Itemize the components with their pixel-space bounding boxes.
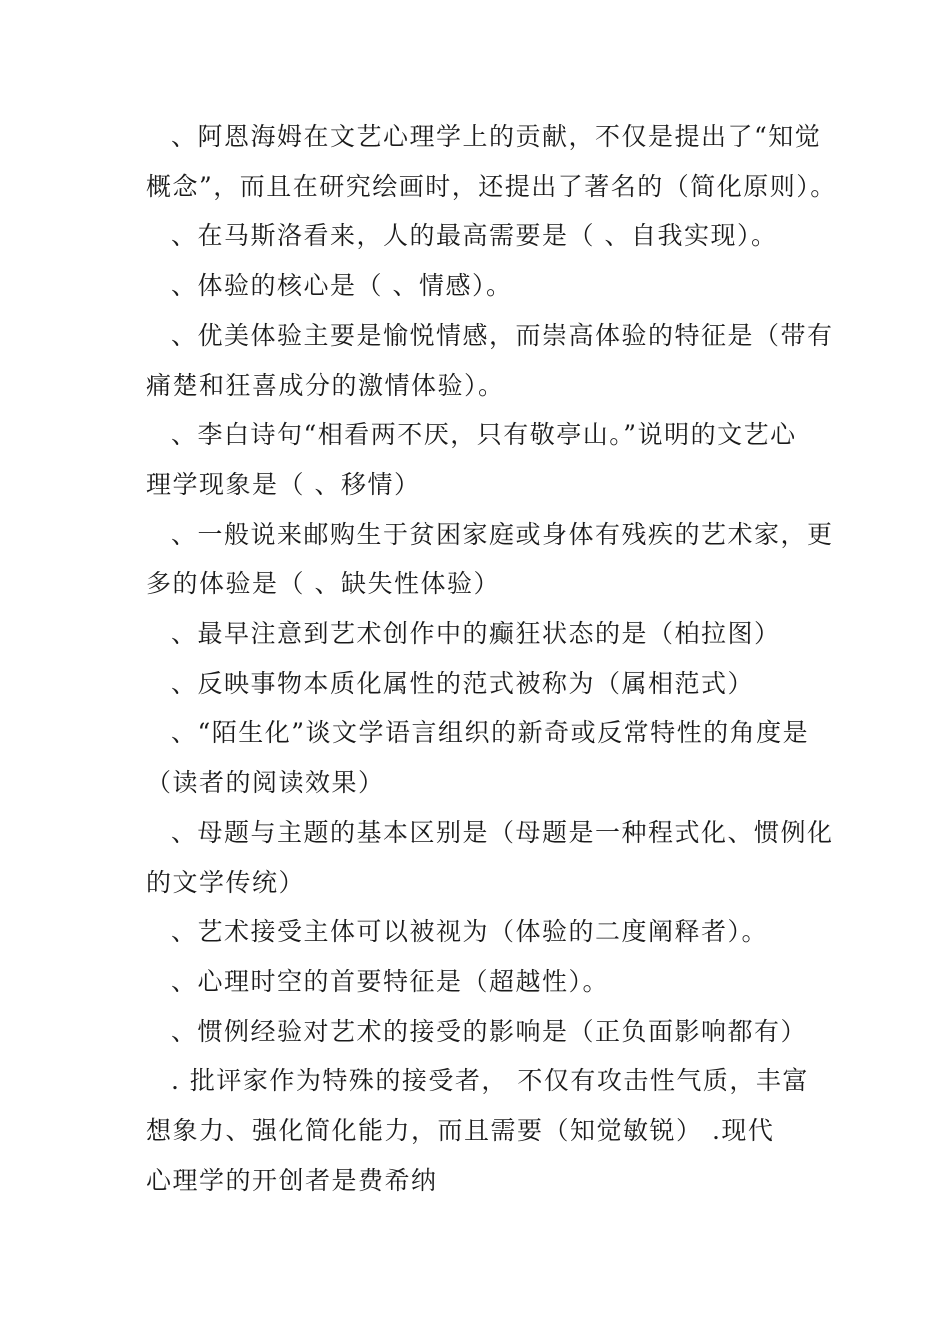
question-item — [146, 112, 837, 211]
question-item — [146, 261, 816, 311]
document-body — [146, 112, 837, 1205]
text-line: 、一般说来邮购生于贫困家庭或身体有残疾的艺术家，更 — [171, 519, 834, 549]
text-line: 理学现象是（ 、移情） — [146, 469, 421, 499]
question-item — [146, 808, 834, 907]
text-line: 、母题与主题的基本区别是（母题是一种程式化、惯例化 — [171, 817, 834, 847]
text-line: 、在马斯洛看来，人的最高需要是（ 、自我实现）。 — [171, 221, 778, 251]
question-item — [146, 659, 816, 709]
text-line: 、惯例经验对艺术的接受的影响是（正负面影响都有） — [171, 1016, 808, 1046]
question-item — [146, 1007, 816, 1057]
question-item — [146, 957, 816, 1007]
text-line: 的文学传统） — [146, 867, 306, 897]
question-item — [146, 211, 816, 261]
text-line: 、李白诗句“相看两不厌，只有敬亭山。”说明的文艺心 — [171, 420, 797, 450]
text-line: 、体验的核心是（ 、情感）。 — [171, 271, 513, 301]
text-line: 、反映事物本质化属性的范式被称为（属相范式） — [171, 668, 755, 698]
text-line: 、最早注意到艺术创作中的癫狂状态的是（柏拉图） — [171, 619, 781, 649]
text-line: 、艺术接受主体可以被视为（体验的二度阐释者）。 — [171, 917, 769, 947]
text-line: 痛楚和狂喜成分的激情体验）。 — [146, 370, 505, 400]
text-line: 多的体验是（ 、缺失性体验） — [146, 569, 500, 599]
question-item — [146, 907, 816, 957]
text-line: 想象力、强化简化能力，而且需要（知觉敏锐） .现代 — [146, 1116, 775, 1146]
text-line: 、阿恩海姆在文艺心理学上的贡献，不仅是提出了“知觉 — [171, 122, 822, 151]
text-line: 心理学的开创者是费希纳 — [146, 1165, 438, 1195]
question-item — [146, 708, 816, 807]
question-item — [146, 1056, 816, 1205]
question-item — [146, 609, 816, 659]
text-line: 概念”，而且在研究绘画时，还提出了著名的（简化原则）。 — [146, 171, 837, 201]
text-line: 、“陌生化”谈文学语言组织的新奇或反常特性的角度是 — [171, 718, 810, 748]
text-line: 、优美体验主要是愉悦情感，而崇高体验的特征是（带有 — [171, 320, 834, 350]
question-item — [146, 510, 834, 609]
question-item — [146, 410, 816, 509]
text-line: . 批评家作为特殊的接受者， 不仅有攻击性气质，丰富 — [171, 1066, 809, 1096]
question-item — [146, 311, 834, 410]
text-line: （读者的阅读效果） — [146, 768, 385, 798]
text-line: 、心理时空的首要特征是（超越性）。 — [171, 966, 610, 996]
